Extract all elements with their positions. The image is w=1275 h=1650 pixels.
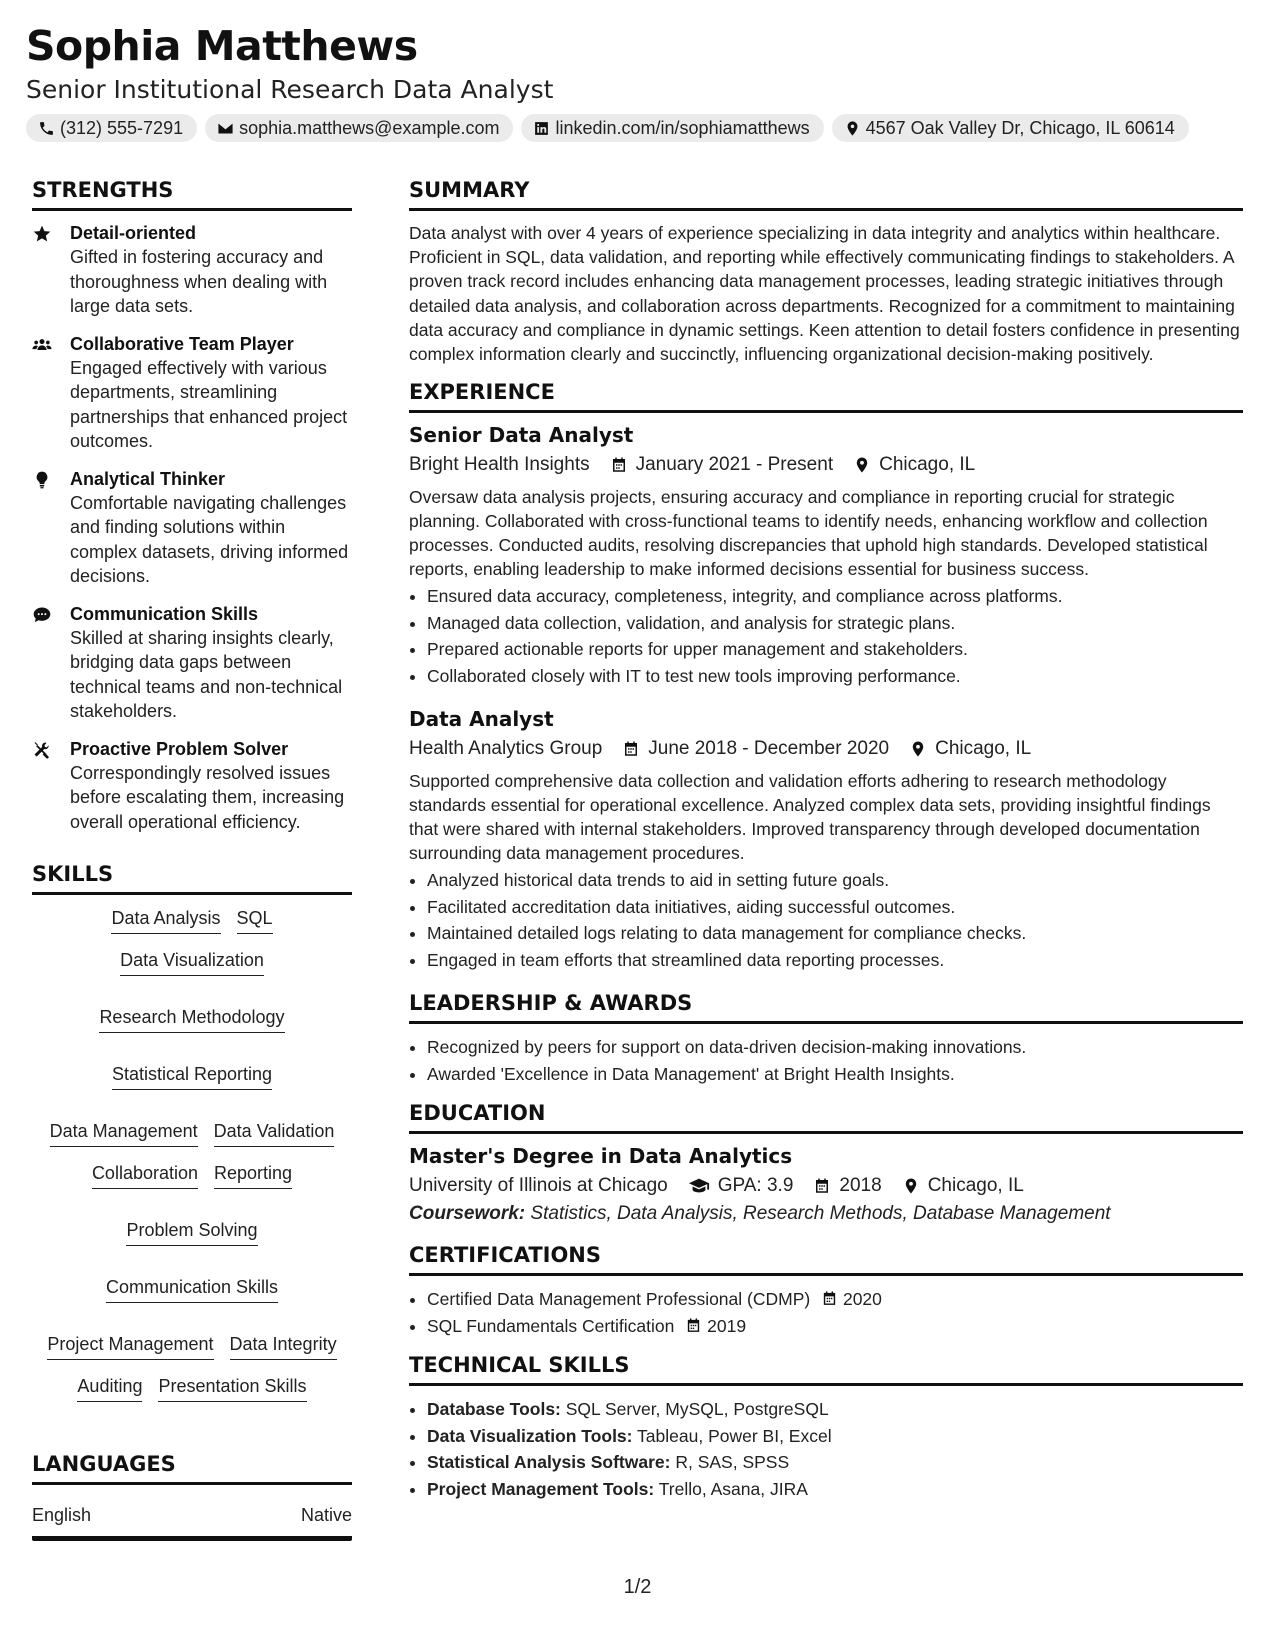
certifications-list [409, 1286, 1243, 1339]
contact-bar [26, 114, 1189, 142]
tech-skill-item [427, 1449, 1243, 1476]
right-column [409, 178, 1243, 1502]
candidate-title: Senior Institutional Research Data Analyst [26, 75, 554, 104]
strength-item [32, 221, 352, 319]
contact-phone[interactable] [26, 114, 197, 142]
map-pin-icon [844, 120, 861, 137]
language-name: English [32, 1505, 92, 1525]
envelope-icon [217, 120, 234, 137]
job-dates: June 2018 - December 2020 [648, 738, 890, 760]
skill-tag: Project Management [47, 1333, 213, 1360]
job-meta [409, 454, 1243, 476]
job-bullet: • Analyzed historical data trends to aid in setting future goals. [427, 867, 1243, 894]
map-pin-icon [909, 740, 927, 758]
linkedin-icon [533, 120, 550, 137]
tech-skill-value: SQL Server, MySQL, PostgreSQL [565, 1399, 829, 1420]
certification-name: SQL Fundamentals Certification [427, 1315, 675, 1336]
tech-skill-item [427, 1476, 1243, 1503]
calendar-icon [813, 1177, 831, 1195]
skill-tag: Collaboration [92, 1162, 198, 1189]
contact-email-text: sophia.matthews@example.com [239, 117, 500, 138]
job-bullet: • Collaborated closely with IT to test new tools improving performance. [427, 663, 1243, 690]
certifications-heading: CERTIFICATIONS [409, 1243, 1243, 1276]
skill-tag: Data Visualization [120, 949, 264, 976]
skills-list [32, 905, 352, 1410]
tech-skill-label: Statistical Analysis Software: [427, 1452, 671, 1473]
strength-desc: Correspondingly resolved issues before escalating them, increasing overall operational efficiency. [70, 762, 345, 832]
left-column [32, 178, 352, 1541]
strengths-heading: STRENGTHS [32, 178, 352, 211]
job-description: Supported comprehensive data collection and validation efforts adhering to research methodology standards essential for operational excellence. Analyzed complex data sets, providing insightful findings that were shared with internal stakeholders. Improved transparency through developed documentation surrounding data management procedures. [409, 771, 1211, 864]
page-number: 1/2 [623, 1576, 652, 1598]
certification-year: 2019 [707, 1315, 747, 1336]
certification-item [427, 1286, 1243, 1313]
job-title: Data Analyst [409, 707, 554, 732]
skill-tag: Data Analysis [111, 907, 220, 934]
tech-skill-value: Trello, Asana, JIRA [658, 1478, 808, 1499]
graduation-cap-icon [688, 1175, 710, 1197]
phone-icon [38, 120, 55, 137]
job-description: Oversaw data analysis projects, ensuring accuracy and compliance in reporting crucial for strategic planning. Collaborated with cross-functional teams to identify needs, enhancing workflow and collection processes. Conducted audits, resolving discrepancies that uphold high standards. Developed statistical reports, enabling leadership to make informed decisions essential for business success. [409, 487, 1208, 580]
strength-title: Detail-oriented [70, 223, 197, 243]
job-bullet: • Managed data collection, validation, and analysis for strategic plans. [427, 610, 1243, 637]
job-bullet: • Prepared actionable reports for upper management and stakeholders. [427, 636, 1243, 663]
job-bullet: • Engaged in team efforts that streamlined data reporting processes. [427, 947, 1243, 974]
tech-skill-label: Data Visualization Tools: [427, 1425, 633, 1446]
education-location: Chicago, IL [927, 1175, 1024, 1197]
job-location: Chicago, IL [935, 738, 1032, 760]
tech-skill-value: R, SAS, SPSS [675, 1452, 790, 1473]
job-bullets [409, 583, 1243, 689]
strength-desc: Comfortable navigating challenges and finding solutions within complex datasets, driving informed decisions. [70, 492, 349, 586]
map-pin-icon [902, 1177, 920, 1195]
certification-item [427, 1313, 1243, 1340]
users-icon [32, 335, 52, 355]
candidate-name: Sophia Matthews [26, 22, 418, 70]
school-name: University of Illinois at Chicago [409, 1175, 668, 1197]
education-year: 2018 [839, 1175, 882, 1197]
calendar-icon [821, 1290, 838, 1307]
map-pin-icon [853, 456, 871, 474]
language-level: Native [300, 1505, 352, 1525]
education-gpa: GPA: 3.9 [717, 1175, 794, 1197]
calendar-icon [622, 740, 640, 758]
job-location: Chicago, IL [879, 454, 976, 476]
leadership-item: • Recognized by peers for support on data-driven decision-making innovations. [427, 1034, 1243, 1061]
coursework [409, 1203, 1243, 1225]
tech-skill-value: Tableau, Power BI, Excel [637, 1425, 832, 1446]
leadership-item: • Awarded 'Excellence in Data Management' at Bright Health Insights. [427, 1061, 1243, 1088]
language-row [32, 1495, 352, 1541]
certification-name: Certified Data Management Professional (CDMP) [427, 1289, 811, 1310]
experience-heading: EXPERIENCE [409, 380, 1243, 413]
skill-tag: Statistical Reporting [112, 1063, 272, 1090]
calendar-icon [610, 456, 628, 474]
education-meta [409, 1175, 1243, 1197]
job-bullet: • Facilitated accreditation data initiatives, aiding successful outcomes. [427, 894, 1243, 921]
contact-linkedin-text: linkedin.com/in/sophiamatthews [555, 117, 810, 138]
calendar-icon [685, 1317, 702, 1334]
star-icon [32, 224, 52, 244]
strength-title: Analytical Thinker [70, 468, 226, 489]
job-meta [409, 738, 1243, 760]
contact-phone-text: (312) 555-7291 [60, 117, 184, 138]
job-bullets [409, 867, 1243, 973]
tech-skill-label: Project Management Tools: [427, 1478, 655, 1499]
strength-item [32, 332, 352, 454]
coursework-label: Coursework: [409, 1203, 526, 1225]
skill-tag: Research Methodology [99, 1006, 284, 1033]
strength-item [32, 467, 352, 589]
tech-skill-item [427, 1423, 1243, 1450]
strength-item [32, 737, 352, 835]
job-title: Senior Data Analyst [409, 423, 634, 448]
job-entry [409, 707, 1243, 973]
skill-tag: Data Management [50, 1120, 198, 1147]
strength-title: Collaborative Team Player [70, 333, 294, 354]
job-company: Health Analytics Group [409, 738, 603, 760]
contact-email[interactable] [205, 114, 513, 142]
technical-skills-list [409, 1396, 1243, 1502]
contact-address[interactable] [832, 114, 1189, 142]
languages-heading: LANGUAGES [32, 1452, 352, 1485]
strength-item [32, 602, 352, 724]
skill-tag: Communication Skills [106, 1276, 278, 1303]
skill-tag: Data Validation [214, 1120, 335, 1147]
education-entry [409, 1144, 1243, 1225]
job-company: Bright Health Insights [409, 454, 590, 476]
skill-tag: SQL [237, 907, 273, 934]
summary-heading: SUMMARY [409, 178, 1243, 211]
strength-desc: Gifted in fostering accuracy and thoroughness when dealing with large data sets. [70, 247, 328, 316]
strength-title: Communication Skills [70, 603, 259, 624]
leadership-list [409, 1034, 1243, 1087]
education-heading: EDUCATION [409, 1101, 1243, 1134]
skill-tag: Data Integrity [230, 1333, 337, 1360]
strength-title: Proactive Problem Solver [70, 738, 289, 759]
skill-tag: Problem Solving [126, 1219, 257, 1246]
coursework-text: Statistics, Data Analysis, Research Methods, Database Management [530, 1203, 1111, 1225]
strength-desc: Skilled at sharing insights clearly, bridging data gaps between technical teams and non-technical stakeholders. [70, 627, 343, 721]
job-dates: January 2021 - Present [635, 454, 834, 476]
job-bullet: • Ensured data accuracy, completeness, integrity, and compliance across platforms. [427, 583, 1243, 610]
chat-bubble-icon [32, 605, 52, 625]
skill-tag: Presentation Skills [158, 1375, 306, 1402]
job-bullet: • Maintained detailed logs relating to data management for compliance checks. [427, 920, 1243, 947]
tech-skill-item [427, 1396, 1243, 1423]
skill-tag: Auditing [77, 1375, 142, 1402]
tools-icon [32, 740, 52, 760]
job-entry [409, 423, 1243, 689]
skill-tag: Reporting [214, 1162, 292, 1189]
technical-skills-heading: TECHNICAL SKILLS [409, 1353, 1243, 1386]
degree-title: Master's Degree in Data Analytics [409, 1144, 793, 1169]
certification-year: 2020 [842, 1289, 882, 1310]
summary-text: Data analyst with over 4 years of experience specializing in data integrity and analytics within healthcare. Proficient in SQL, data validation, and reporting while effectively communicating findings to stakeholders. A proven track record includes enhancing data management processes, leading strategic initiatives through detailed data analysis, and collaboration across departments. Recognized for a commitment to maintaining data accuracy and compliance in dynamic settings. Keen attention to detail fosters confidence in presenting complex information clearly and succinctly, influencing organizational decision-making positively. [409, 223, 1240, 365]
tech-skill-label: Database Tools: [427, 1399, 561, 1420]
lightbulb-icon [32, 470, 52, 490]
strength-desc: Engaged effectively with various departments, streamlining partnerships that enhanced project outcomes. [70, 357, 348, 451]
skills-heading: SKILLS [32, 862, 352, 895]
contact-address-text: 4567 Oak Valley Dr, Chicago, IL 60614 [865, 117, 1175, 138]
contact-linkedin[interactable] [521, 114, 823, 142]
leadership-heading: LEADERSHIP & AWARDS [409, 991, 1243, 1024]
